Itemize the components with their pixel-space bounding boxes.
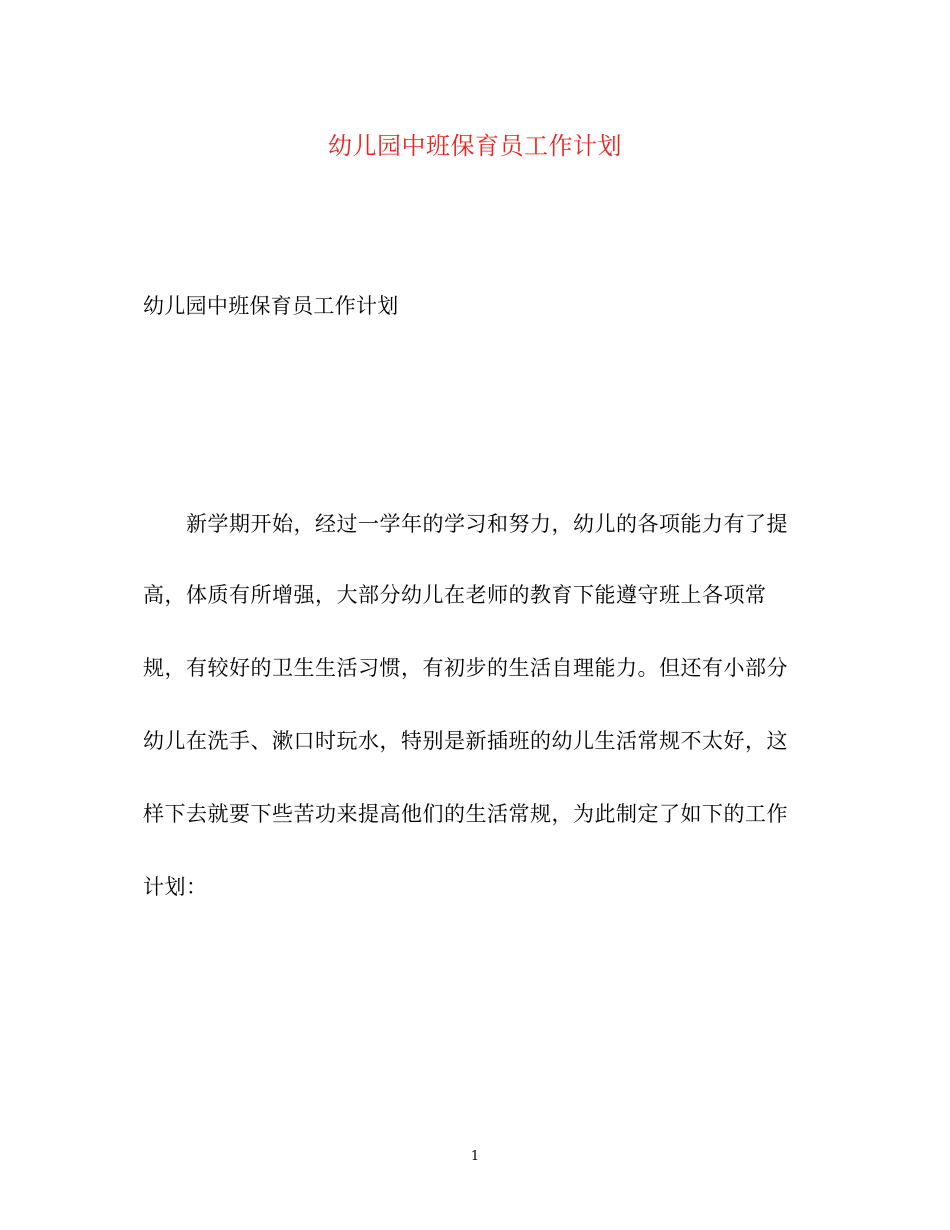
page-number: 1 (470, 1149, 480, 1164)
paragraph-line: 新学期开始，经过一学年的学习和努力，幼儿的各项能力有了提 (186, 512, 788, 536)
document-subtitle: 幼儿园中班保育员工作计划 (143, 294, 399, 318)
paragraph-line: 幼儿在洗手、漱口时玩水，特别是新插班的幼儿生活常规不太好，这 (143, 729, 788, 753)
paragraph-line: 高，体质有所增强，大部分幼儿在老师的教育下能遵守班上各项常 (143, 583, 767, 607)
paragraph-line: 样下去就要下些苦功来提高他们的生活常规，为此制定了如下的工作 (143, 802, 788, 826)
document-title: 幼儿园中班保育员工作计划 (328, 132, 622, 160)
paragraph-line: 规，有较好的卫生生活习惯，有初步的生活自理能力。但还有小部分 (143, 656, 788, 680)
paragraph-line: 计划： (143, 875, 208, 899)
